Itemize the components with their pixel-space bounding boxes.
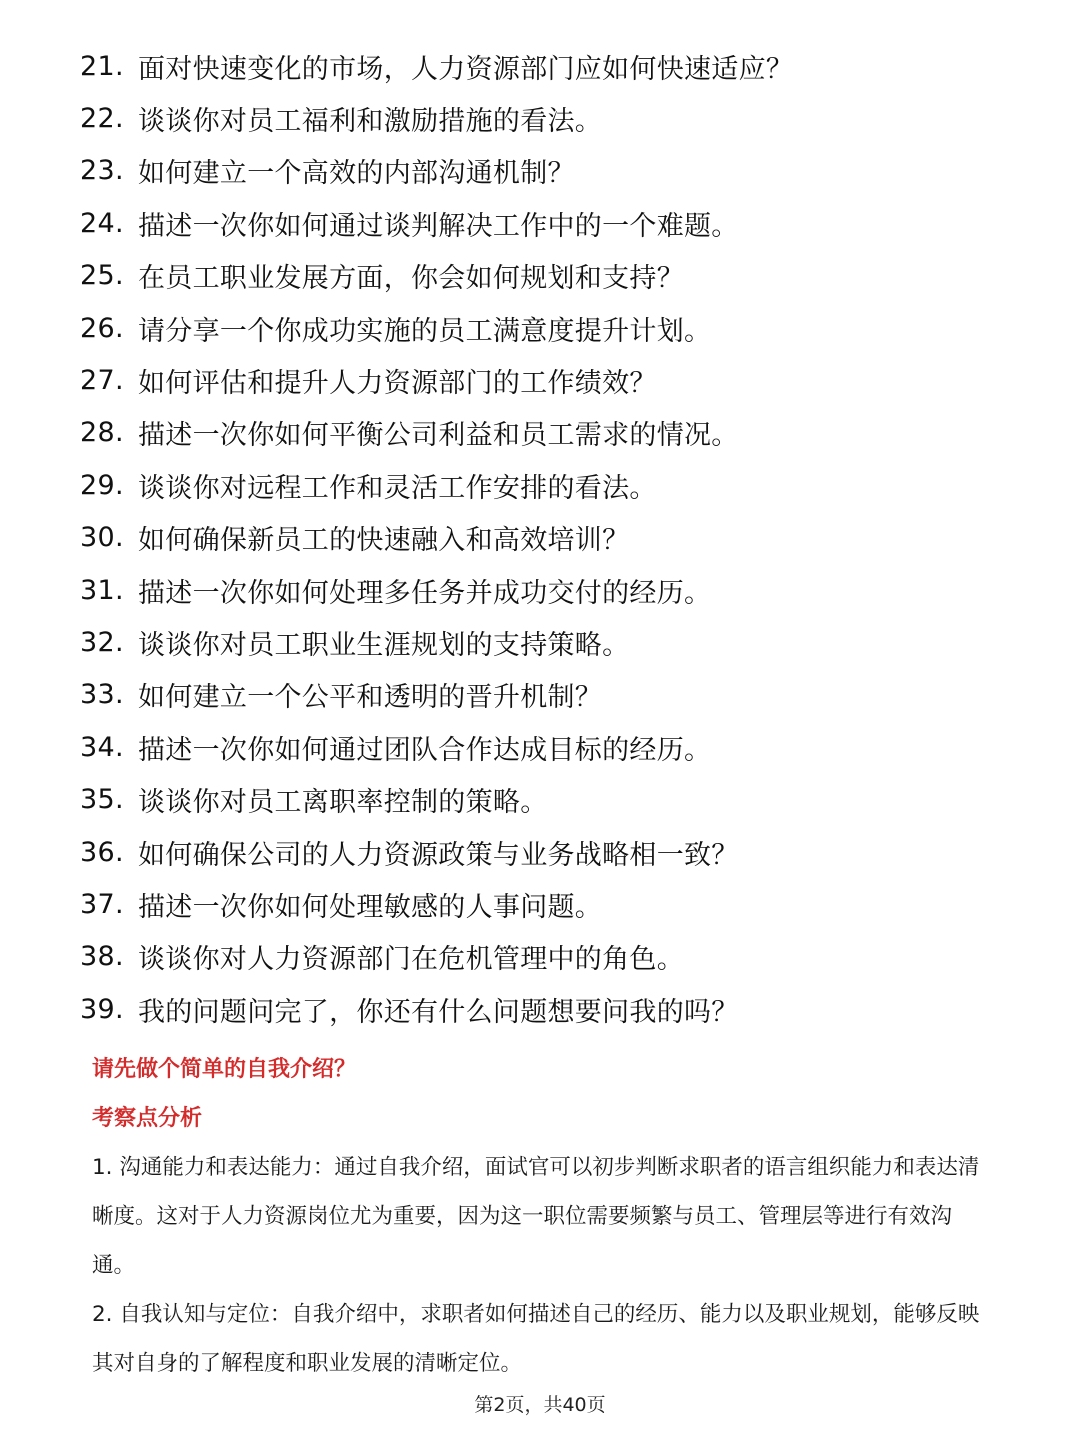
question-list: [80, 40, 1040, 1035]
question-item: [80, 564, 1040, 616]
question-text: 请分享一个你成功实施的员工满意度提升计划。: [138, 315, 712, 347]
question-number: 28.: [80, 417, 124, 449]
question-item: [80, 721, 1040, 773]
question-number: 36.: [80, 836, 124, 868]
question-number: 23.: [80, 155, 124, 187]
question-item: [80, 983, 1040, 1035]
question-text: 在员工职业发展方面，你会如何规划和支持？: [138, 263, 684, 295]
question-item: [80, 302, 1040, 354]
question-number: 31.: [80, 574, 124, 606]
analysis-body: [92, 1143, 992, 1388]
question-number: 27.: [80, 365, 124, 397]
question-item: [80, 40, 1040, 92]
question-text: 谈谈你对员工离职率控制的策略。: [138, 787, 548, 819]
question-text: 谈谈你对员工职业生涯规划的支持策略。: [138, 629, 630, 661]
question-item: [80, 197, 1040, 249]
question-number: 34.: [80, 731, 124, 763]
analysis-point: 2. 自我认知与定位：自我介绍中，求职者如何描述自己的经历、能力以及职业规划，能够反映其对自身的了解程度和职业发展的清晰定位。: [92, 1302, 980, 1376]
question-item: [80, 250, 1040, 302]
question-item: [80, 616, 1040, 668]
question-number: 22.: [80, 103, 124, 135]
question-text: 谈谈你对远程工作和灵活工作安排的看法。: [138, 472, 657, 504]
question-item: [80, 459, 1040, 511]
question-number: 30.: [80, 522, 124, 554]
question-number: 35.: [80, 784, 124, 816]
question-item: [80, 145, 1040, 197]
question-text: 谈谈你对人力资源部门在危机管理中的角色。: [138, 944, 684, 976]
question-text: 如何评估和提升人力资源部门的工作绩效？: [138, 368, 657, 400]
question-text: 描述一次你如何平衡公司利益和员工需求的情况。: [138, 420, 739, 452]
question-text: 如何确保公司的人力资源政策与业务战略相一致？: [138, 839, 739, 871]
question-text: 谈谈你对员工福利和激励措施的看法。: [138, 106, 603, 138]
question-text: 描述一次你如何通过团队合作达成目标的经历。: [138, 734, 712, 766]
page-indicator: 第2页，共40页: [474, 1394, 606, 1416]
question-number: 39.: [80, 993, 124, 1025]
question-number: 24.: [80, 207, 124, 239]
question-item: [80, 878, 1040, 930]
question-number: 21.: [80, 50, 124, 82]
question-item: [80, 931, 1040, 983]
question-number: 29.: [80, 469, 124, 501]
question-text: 我的问题问完了，你还有什么问题想要问我的吗？: [138, 996, 739, 1028]
question-item: [80, 773, 1040, 825]
question-text: 描述一次你如何处理多任务并成功交付的经历。: [138, 577, 712, 609]
question-number: 33.: [80, 679, 124, 711]
question-number: 25.: [80, 260, 124, 292]
question-text: 面对快速变化的市场，人力资源部门应如何快速适应？: [138, 53, 794, 85]
question-heading: 请先做个简单的自我介绍？: [92, 1057, 357, 1082]
question-number: 32.: [80, 626, 124, 658]
question-item: [80, 354, 1040, 406]
question-item: [80, 407, 1040, 459]
question-text: 如何建立一个高效的内部沟通机制？: [138, 158, 575, 190]
question-item: [80, 92, 1040, 144]
question-text: 描述一次你如何处理敏感的人事问题。: [138, 891, 603, 923]
question-text: 描述一次你如何通过谈判解决工作中的一个难题。: [138, 210, 739, 242]
question-text: 如何建立一个公平和透明的晋升机制？: [138, 682, 603, 714]
question-item: [80, 512, 1040, 564]
question-number: 38.: [80, 941, 124, 973]
question-item: [80, 669, 1040, 721]
question-number: 37.: [80, 888, 124, 920]
analysis-heading: 考察点分析: [92, 1106, 203, 1131]
answer-section: [92, 1050, 992, 1388]
question-text: 如何确保新员工的快速融入和高效培训？: [138, 525, 630, 557]
question-item: [80, 826, 1040, 878]
question-number: 26.: [80, 312, 124, 344]
analysis-point: 1. 沟通能力和表达能力：通过自我介绍，面试官可以初步判断求职者的语言组织能力和表达清晰度。这对于人力资源岗位尤为重要，因为这一职位需要频繁与员工、管理层等进行有效沟通。: [92, 1155, 980, 1278]
